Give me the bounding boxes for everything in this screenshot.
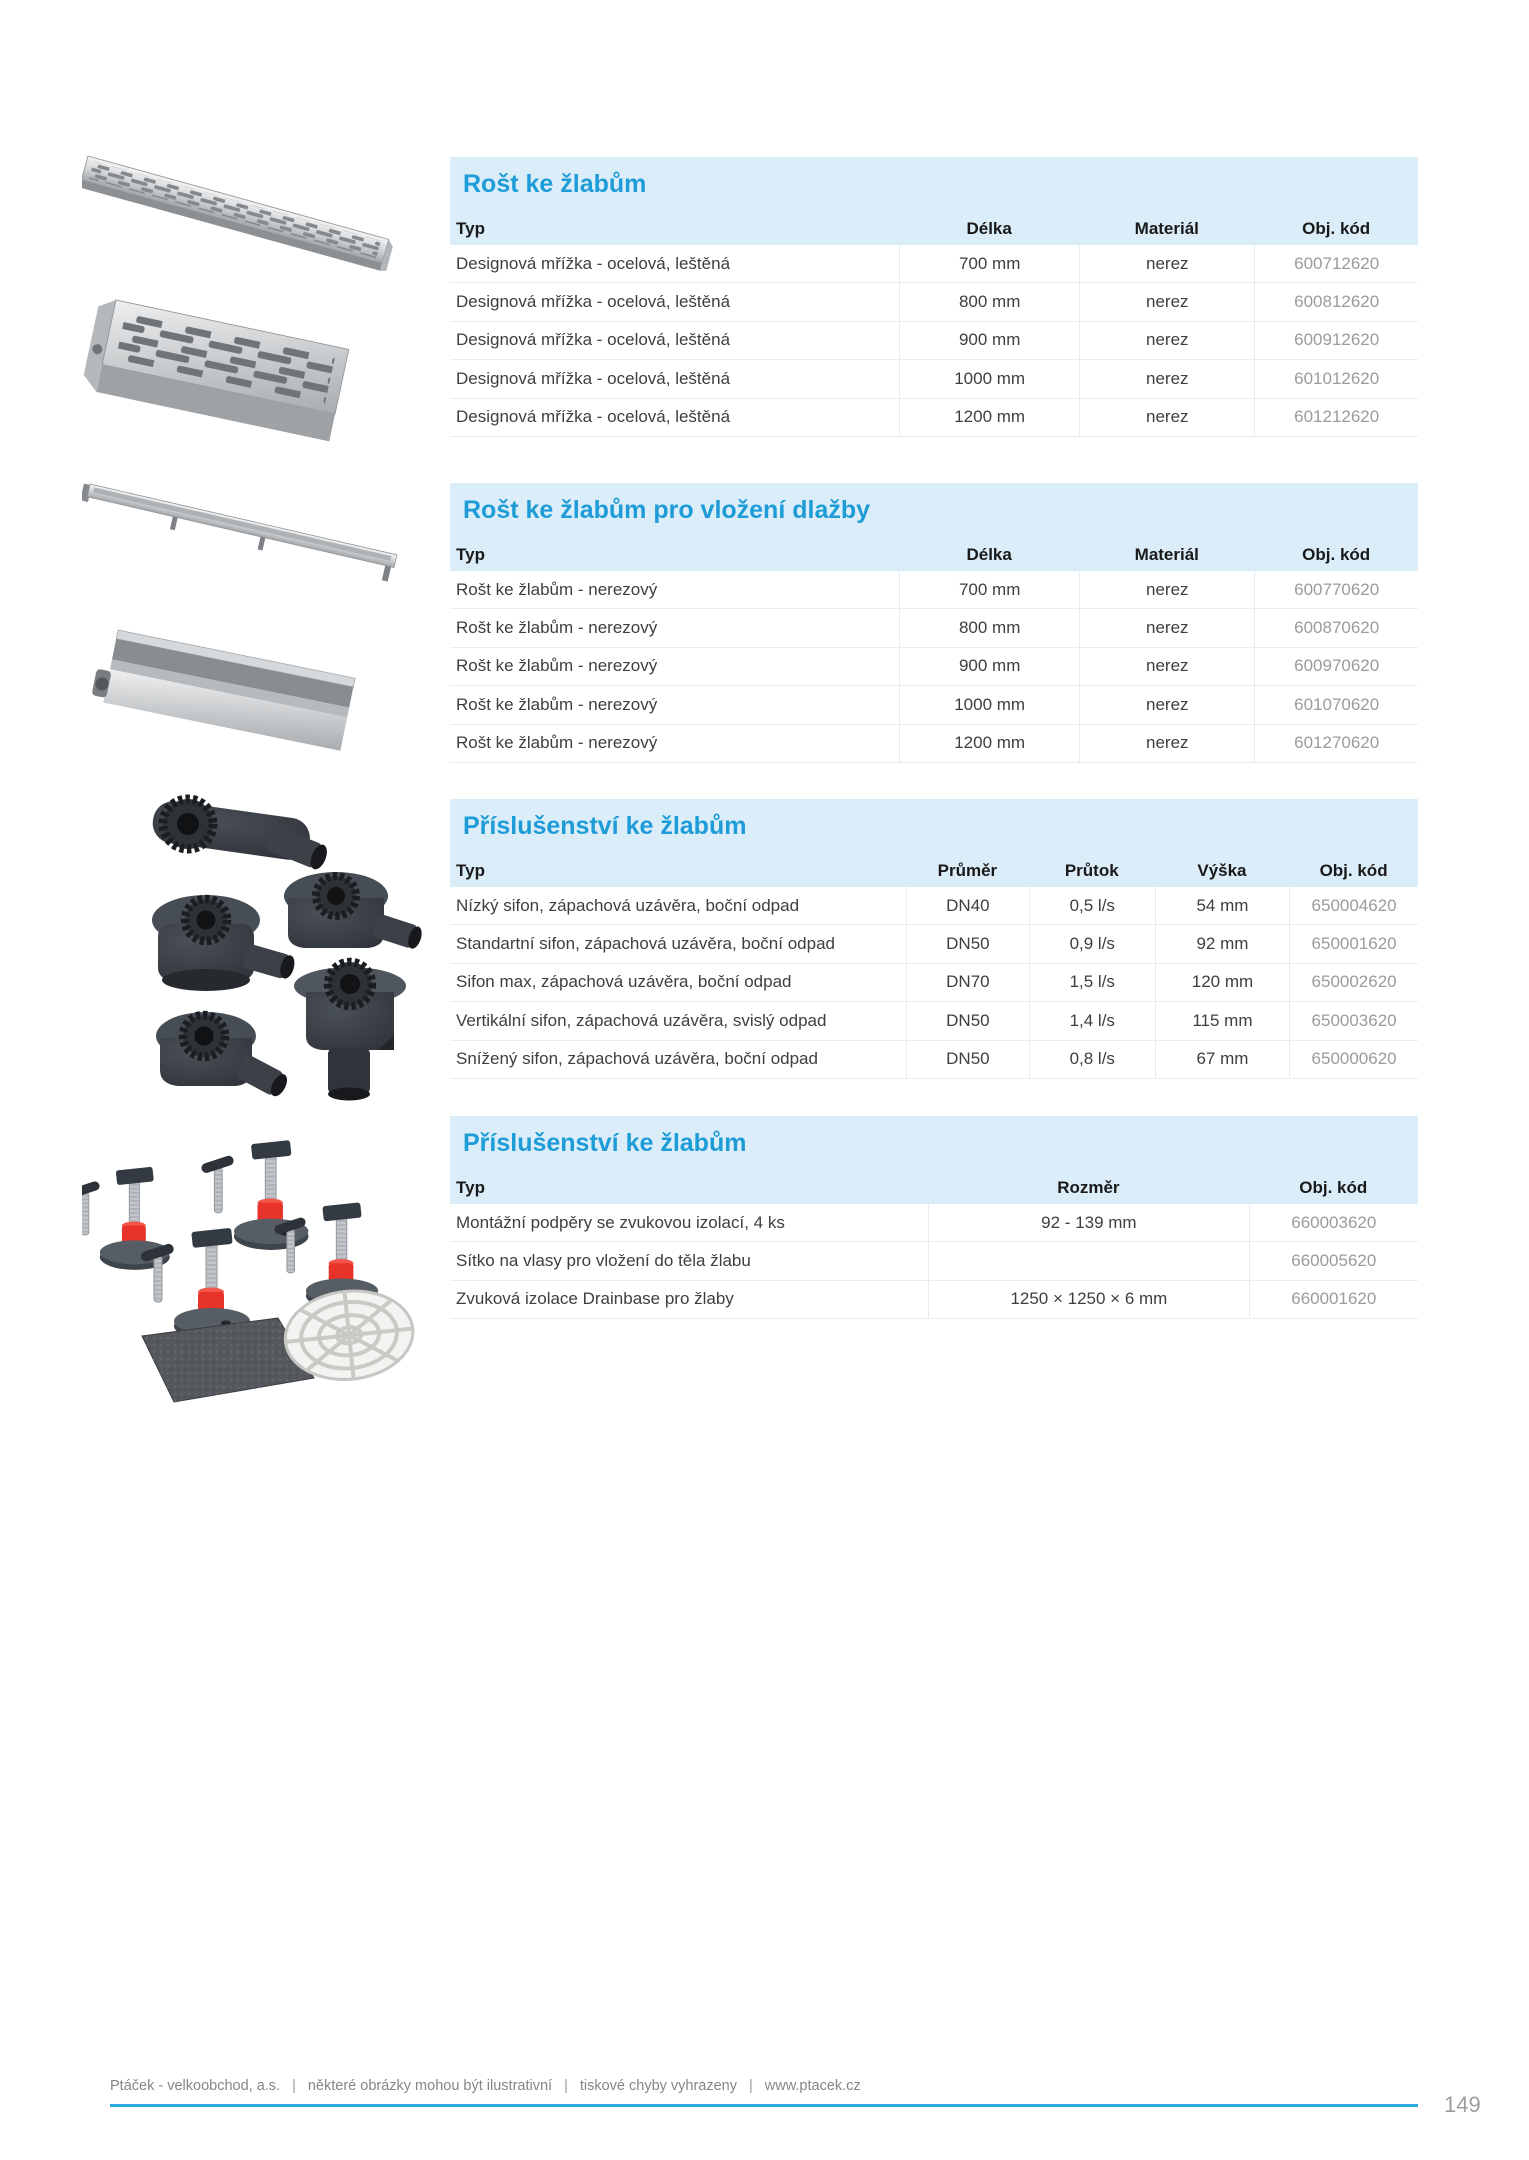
- table-cell: Vertikální sifon, zápachová uzávěra, svislý odpad: [456, 1010, 827, 1030]
- table-row: [450, 1204, 1418, 1242]
- obj-code-cell: 660001620: [1249, 1281, 1418, 1318]
- obj-code-cell: 600912620: [1254, 322, 1418, 359]
- table-title-bar: [450, 483, 1418, 538]
- table-cell: DN50: [906, 925, 1029, 962]
- product-image-siphons: [92, 782, 432, 1122]
- column-header: Rozměr: [1057, 1177, 1120, 1197]
- obj-code-cell: 650001620: [1289, 925, 1418, 962]
- table-cell: 1250 × 1250 × 6 mm: [928, 1281, 1248, 1318]
- column-header: Délka: [966, 218, 1012, 238]
- table-row: [450, 725, 1418, 763]
- table-grid: [450, 1171, 1418, 1319]
- table-header-row: [450, 538, 1418, 571]
- table-row: [450, 245, 1418, 283]
- table-header-row: [450, 212, 1418, 245]
- obj-code-cell: 600770620: [1254, 571, 1418, 608]
- footer-separator: |: [564, 2078, 568, 2094]
- page-number: 149: [1444, 2092, 1481, 2117]
- table-cell: Designová mřížka - ocelová, leštěná: [456, 253, 731, 273]
- table-cell: 1,5 l/s: [1029, 964, 1155, 1001]
- table-cell: 1,4 l/s: [1029, 1002, 1155, 1039]
- table-title-bar: [450, 1116, 1418, 1171]
- table-cell: Nízký sifon, zápachová uzávěra, boční odpad: [456, 895, 800, 915]
- table-cell: 0,8 l/s: [1029, 1041, 1155, 1078]
- table-cell: 1200 mm: [899, 399, 1079, 436]
- column-header: Obj. kód: [1319, 860, 1388, 880]
- table-cell: 800 mm: [899, 283, 1079, 320]
- design-grate-illustration: [82, 140, 422, 470]
- table-cell: DN40: [906, 887, 1029, 924]
- table-prislusenstvi-ostatni: [450, 1116, 1418, 1319]
- obj-code-cell: 600712620: [1254, 245, 1418, 282]
- column-header: Délka: [966, 544, 1012, 564]
- footer-note-errors: tiskové chyby vyhrazeny: [579, 2078, 737, 2094]
- table-row: [450, 1242, 1418, 1280]
- table-row: [450, 1281, 1418, 1319]
- table-header-row: [450, 854, 1418, 887]
- table-cell: 67 mm: [1155, 1041, 1290, 1078]
- obj-code-cell: 650000620: [1289, 1041, 1418, 1078]
- table-rost-ke-zlabum: [450, 157, 1418, 437]
- table-cell: Montážní podpěry se zvukovou izolací, 4 ks: [456, 1212, 785, 1232]
- table-cell: Sifon max, zápachová uzávěra, boční odpad: [456, 972, 792, 992]
- footer-note-illustrative: některé obrázky mohou být ilustrativní: [307, 2078, 553, 2094]
- table-cell: 54 mm: [1155, 887, 1290, 924]
- table-cell: Rošt ke žlabům - nerezový: [456, 579, 658, 599]
- table-row: [450, 648, 1418, 686]
- table-title-bar: [450, 799, 1418, 854]
- table-title-bar: [450, 157, 1418, 212]
- tile-channel-illustration: [82, 462, 422, 762]
- table-row: [450, 1002, 1418, 1040]
- column-header: Obj. kód: [1302, 218, 1371, 238]
- table-row: [450, 322, 1418, 360]
- column-header: Obj. kód: [1302, 544, 1371, 564]
- footer-separator: |: [292, 2078, 296, 2094]
- table-header-row: [450, 1171, 1418, 1204]
- obj-code-cell: 601012620: [1254, 360, 1418, 397]
- table-grid: [450, 854, 1418, 1079]
- table-grid: [450, 538, 1418, 763]
- table-cell: nerez: [1079, 399, 1254, 436]
- table-cell: Rošt ke žlabům - nerezový: [456, 694, 658, 714]
- table-cell: 1000 mm: [899, 360, 1079, 397]
- table-cell: DN50: [906, 1002, 1029, 1039]
- table-cell: 800 mm: [899, 609, 1079, 646]
- column-header: Průtok: [1064, 860, 1119, 880]
- obj-code-cell: 650003620: [1289, 1002, 1418, 1039]
- footer-divider-line: [110, 2104, 1418, 2107]
- table-cell: 1200 mm: [899, 725, 1079, 762]
- obj-code-cell: 660003620: [1249, 1204, 1418, 1241]
- obj-code-cell: 650002620: [1289, 964, 1418, 1001]
- column-header: Typ: [456, 218, 485, 238]
- table-title: Příslušenství ke žlabům: [463, 1129, 747, 1157]
- table-cell: nerez: [1079, 686, 1254, 723]
- table-cell: Zvuková izolace Drainbase pro žlaby: [456, 1289, 734, 1309]
- siphons-illustration: [92, 782, 432, 1122]
- table-cell: 120 mm: [1155, 964, 1290, 1001]
- column-header: Materiál: [1134, 218, 1199, 238]
- product-image-tile-insert-channels: [82, 462, 422, 762]
- obj-code-cell: 601212620: [1254, 399, 1418, 436]
- table-cell: 700 mm: [899, 571, 1079, 608]
- column-header: Typ: [456, 860, 485, 880]
- obj-code-cell: 600812620: [1254, 283, 1418, 320]
- table-row: [450, 399, 1418, 437]
- table-row: [450, 283, 1418, 321]
- table-row: [450, 686, 1418, 724]
- footer-separator: |: [749, 2078, 753, 2094]
- table-cell: 900 mm: [899, 648, 1079, 685]
- column-header: Výška: [1197, 860, 1247, 880]
- table-cell: 115 mm: [1155, 1002, 1290, 1039]
- table-cell: 92 mm: [1155, 925, 1290, 962]
- table-row: [450, 887, 1418, 925]
- obj-code-cell: 600870620: [1254, 609, 1418, 646]
- table-cell: 700 mm: [899, 245, 1079, 282]
- table-cell: Rošt ke žlabům - nerezový: [456, 733, 658, 753]
- table-rost-pro-vlozeni-dlazby: [450, 483, 1418, 763]
- table-row: [450, 964, 1418, 1002]
- obj-code-cell: 601070620: [1254, 686, 1418, 723]
- table-cell: nerez: [1079, 283, 1254, 320]
- table-cell: Snížený sifon, zápachová uzávěra, boční odpad: [456, 1049, 818, 1069]
- accessories-illustration: [82, 1140, 427, 1440]
- table-row: [450, 1041, 1418, 1079]
- table-cell: nerez: [1079, 245, 1254, 282]
- table-cell: Rošt ke žlabům - nerezový: [456, 618, 658, 638]
- product-image-accessories: [82, 1140, 427, 1440]
- table-row: [450, 360, 1418, 398]
- table-cell: Designová mřížka - ocelová, leštěná: [456, 330, 731, 350]
- column-header: Obj. kód: [1299, 1177, 1368, 1197]
- table-cell: Designová mřížka - ocelová, leštěná: [456, 407, 731, 427]
- table-cell: Sítko na vlasy pro vložení do těla žlabu: [456, 1251, 751, 1271]
- table-cell: nerez: [1079, 360, 1254, 397]
- table-grid: [450, 212, 1418, 437]
- footer-company: Ptáček - velkoobchod, a.s.: [110, 2078, 281, 2094]
- table-cell: nerez: [1079, 609, 1254, 646]
- table-cell: 0,9 l/s: [1029, 925, 1155, 962]
- obj-code-cell: 660005620: [1249, 1242, 1418, 1279]
- table-title: Rošt ke žlabům pro vložení dlažby: [463, 496, 871, 524]
- table-cell: 0,5 l/s: [1029, 887, 1155, 924]
- table-cell: nerez: [1079, 322, 1254, 359]
- table-row: [450, 609, 1418, 647]
- obj-code-cell: 650004620: [1289, 887, 1418, 924]
- table-prislusenstvi-sifony: [450, 799, 1418, 1079]
- table-cell: nerez: [1079, 725, 1254, 762]
- product-image-design-grates: [82, 140, 422, 470]
- table-title: Příslušenství ke žlabům: [463, 812, 747, 840]
- table-row: [450, 925, 1418, 963]
- column-header: Materiál: [1134, 544, 1199, 564]
- table-cell: Designová mřížka - ocelová, leštěná: [456, 368, 731, 388]
- table-cell: nerez: [1079, 648, 1254, 685]
- column-header: Průměr: [937, 860, 998, 880]
- table-cell: Designová mřížka - ocelová, leštěná: [456, 292, 731, 312]
- table-cell: Standartní sifon, zápachová uzávěra, boční odpad: [456, 934, 835, 954]
- footer-text: [110, 2078, 861, 2094]
- table-title: Rošt ke žlabům: [463, 170, 647, 198]
- table-cell: Rošt ke žlabům - nerezový: [456, 656, 658, 676]
- column-header: Typ: [456, 544, 485, 564]
- obj-code-cell: 601270620: [1254, 725, 1418, 762]
- table-cell: 1000 mm: [899, 686, 1079, 723]
- column-header: Typ: [456, 1177, 485, 1197]
- footer-website-link[interactable]: www.ptacek.cz: [764, 2078, 861, 2094]
- obj-code-cell: 600970620: [1254, 648, 1418, 685]
- table-cell: [928, 1242, 1248, 1279]
- table-row: [450, 571, 1418, 609]
- table-cell: DN70: [906, 964, 1029, 1001]
- table-cell: 92 - 139 mm: [928, 1204, 1248, 1241]
- table-cell: 900 mm: [899, 322, 1079, 359]
- table-cell: DN50: [906, 1041, 1029, 1078]
- table-cell: nerez: [1079, 571, 1254, 608]
